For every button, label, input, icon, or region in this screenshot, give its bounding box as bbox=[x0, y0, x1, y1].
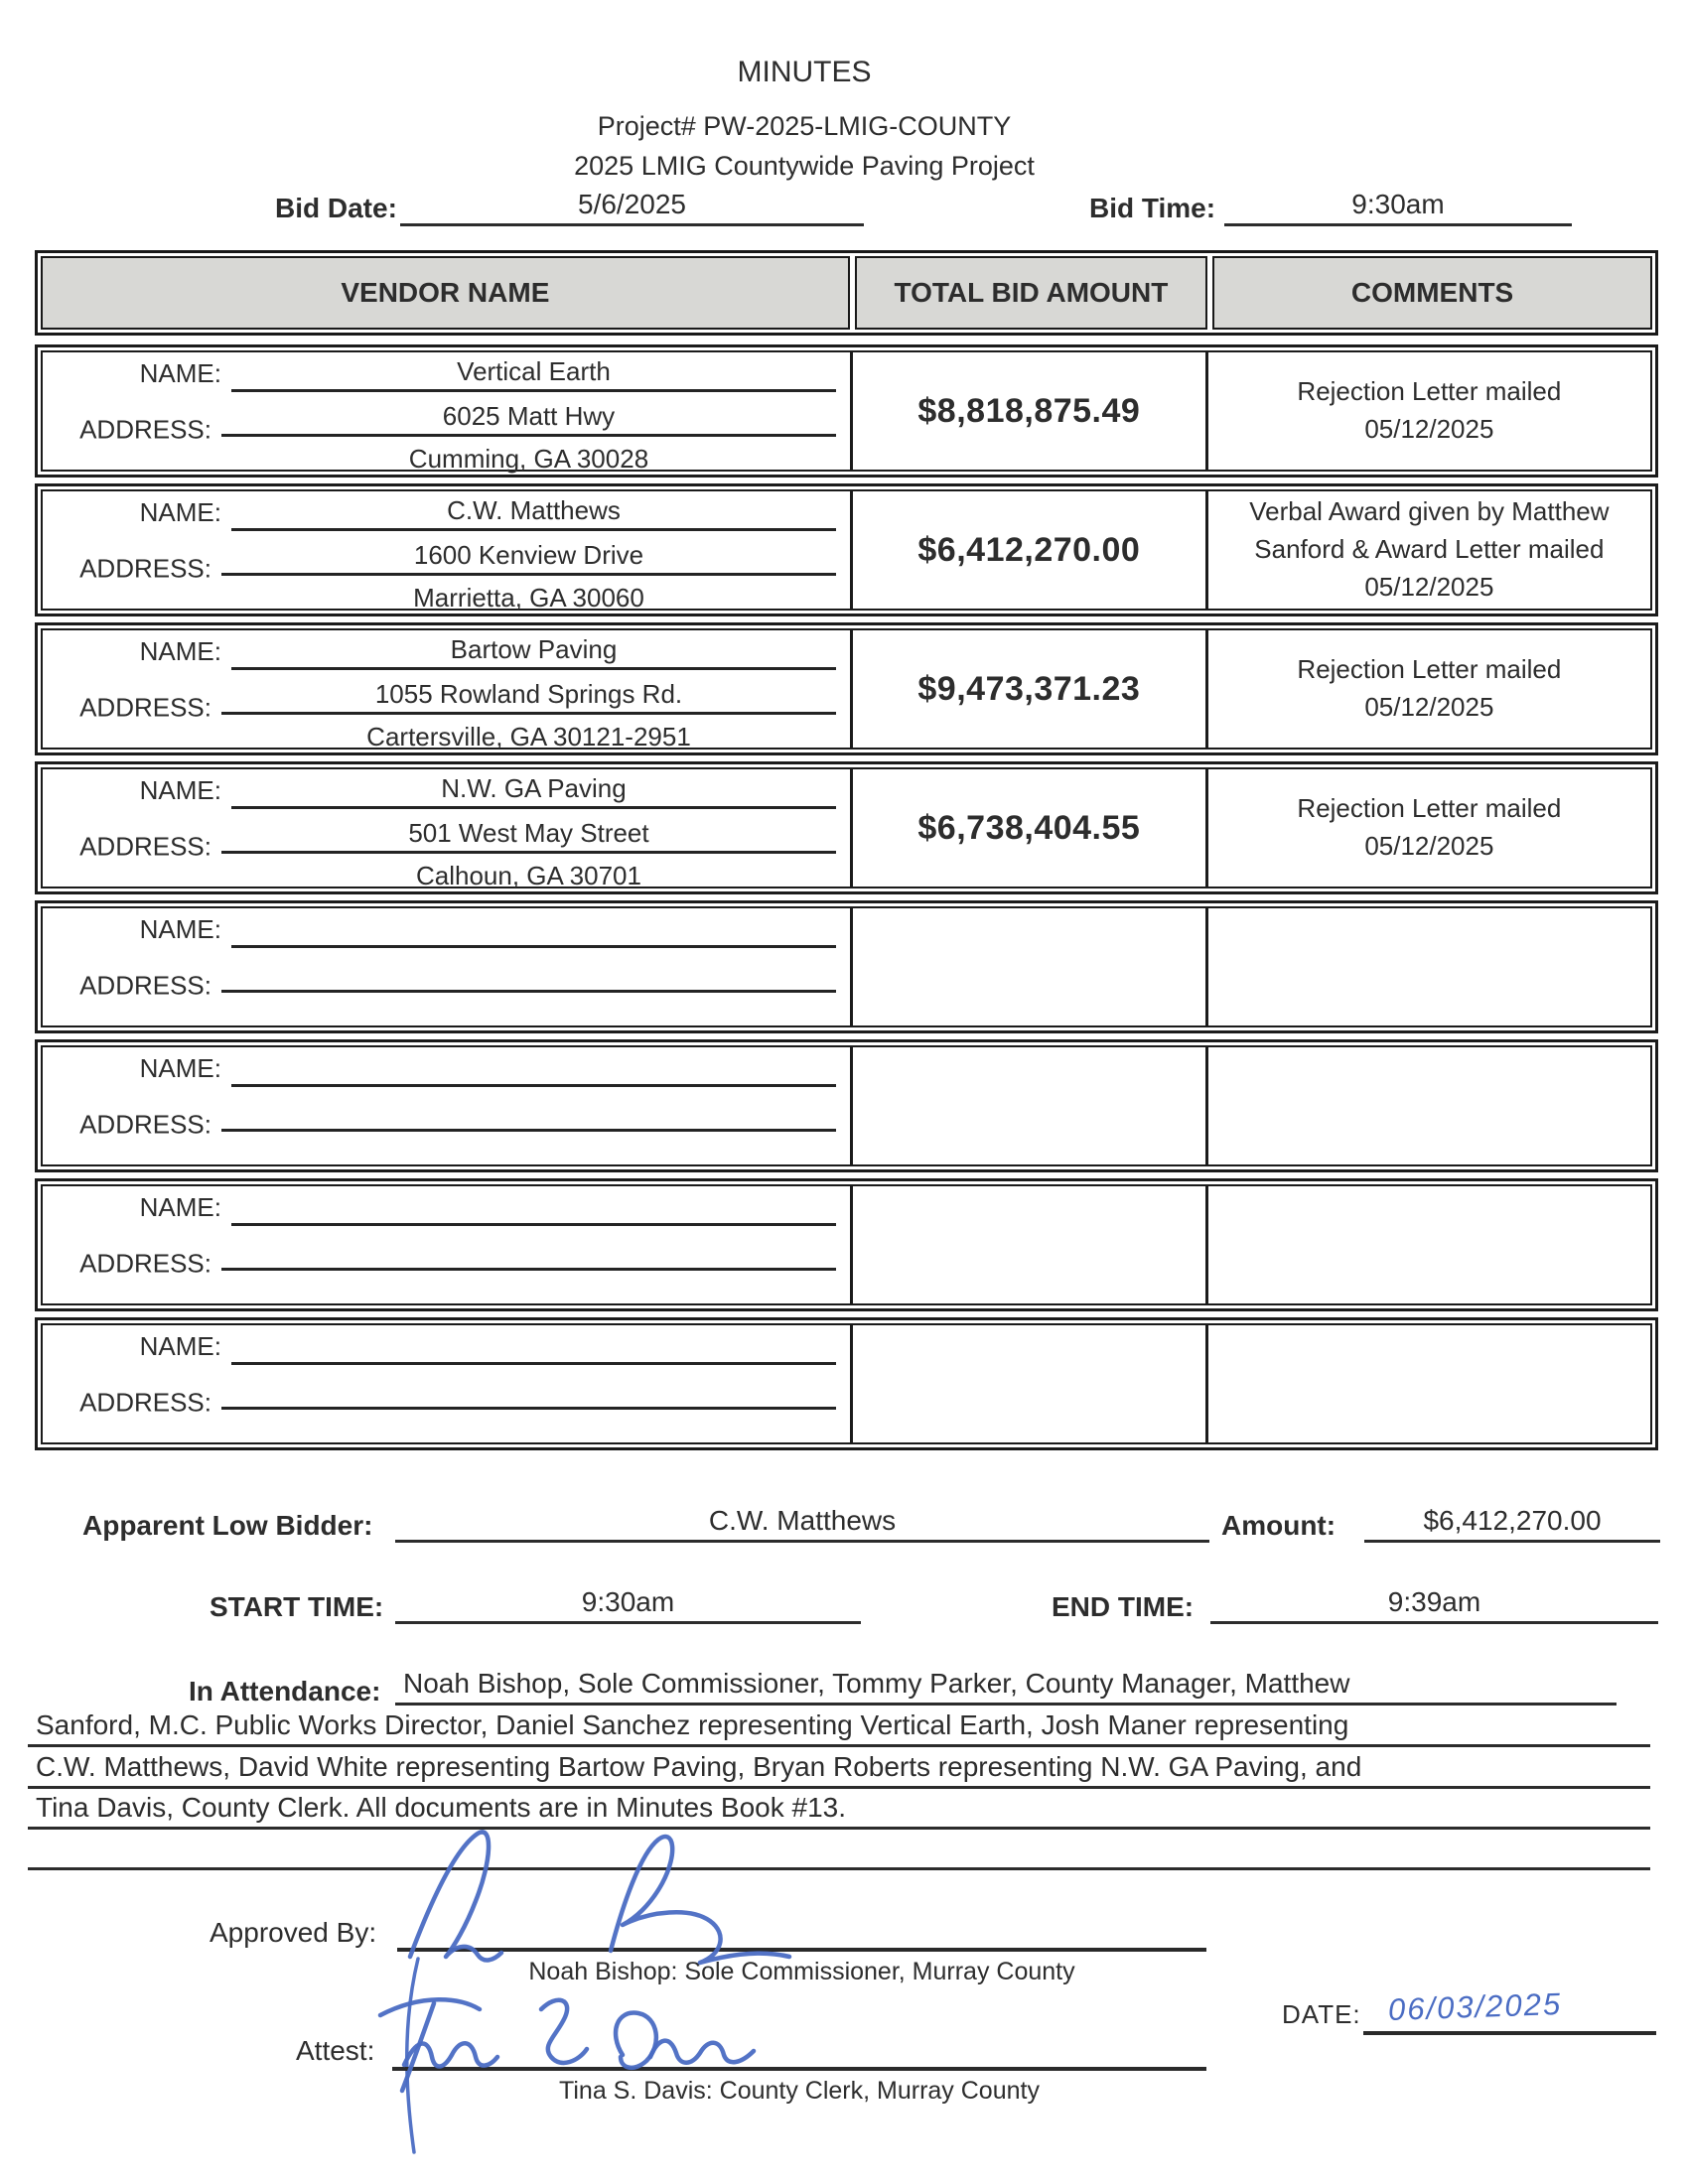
vendor-name-value: Vertical Earth bbox=[231, 354, 836, 392]
apparent-low-bidder-value: C.W. Matthews bbox=[395, 1505, 1209, 1543]
attendance-line-1: Noah Bishop, Sole Commissioner, Tommy Parker, County Manager, Matthew bbox=[395, 1670, 1617, 1706]
vendor-row bbox=[35, 483, 1658, 616]
address-label: ADDRESS: bbox=[79, 692, 211, 723]
vendor-address1-value: 6025 Matt Hwy bbox=[221, 392, 836, 437]
attendance-line-3: C.W. Matthews, David White representing Bartow Paving, Bryan Roberts representing N.W. GA Paving, and bbox=[28, 1753, 1650, 1789]
amount-value: $6,412,270.00 bbox=[1364, 1505, 1660, 1543]
vendor-row bbox=[35, 900, 1658, 1033]
vendor-row bbox=[35, 622, 1658, 755]
comments-cell bbox=[1208, 769, 1650, 887]
vendor-row bbox=[35, 1317, 1658, 1450]
bid-amount-value bbox=[853, 1186, 1208, 1303]
vendor-address2-value: Calhoun, GA 30701 bbox=[416, 861, 641, 890]
bid-amount-value bbox=[853, 1047, 1208, 1164]
vendor-address2-value bbox=[221, 1271, 836, 1312]
comments-cell bbox=[1208, 352, 1650, 470]
comment-line: 05/12/2025 bbox=[1364, 414, 1494, 444]
bid-time-label: Bid Time: bbox=[1089, 193, 1216, 223]
name-label: NAME: bbox=[139, 1052, 221, 1083]
header-comments: COMMENTS bbox=[1212, 256, 1652, 330]
project-number: Project# PW-2025-LMIG-COUNTY bbox=[597, 111, 1012, 141]
vendor-row bbox=[35, 344, 1658, 478]
vendor-cell bbox=[43, 352, 853, 474]
address-label: ADDRESS: bbox=[79, 831, 211, 862]
attest-signature-ink bbox=[352, 1974, 789, 2108]
vendor-cell bbox=[43, 1325, 853, 1442]
vendor-name-value bbox=[231, 1049, 836, 1087]
vendor-name-value: Bartow Paving bbox=[231, 632, 836, 670]
vendor-cell bbox=[43, 630, 853, 751]
vendor-cell bbox=[43, 1047, 853, 1164]
name-label: NAME: bbox=[139, 496, 221, 527]
vendor-name-value: C.W. Matthews bbox=[231, 493, 836, 531]
vendor-address2-value: Cartersville, GA 30121-2951 bbox=[366, 722, 691, 751]
vendor-row bbox=[35, 761, 1658, 894]
bid-amount-value bbox=[853, 1325, 1208, 1442]
address-label: ADDRESS: bbox=[79, 553, 211, 584]
header-total-bid-amount: TOTAL BID AMOUNT bbox=[855, 256, 1207, 330]
address-label: ADDRESS: bbox=[79, 414, 211, 445]
vendor-cell bbox=[43, 491, 853, 613]
comments-cell bbox=[1208, 1047, 1650, 1164]
name-label: NAME: bbox=[139, 1191, 221, 1222]
vendor-address1-value: 501 West May Street bbox=[221, 809, 836, 854]
address-label: ADDRESS: bbox=[79, 1248, 211, 1279]
bid-amount-value: $9,473,371.23 bbox=[853, 630, 1208, 748]
vendor-address2-value bbox=[221, 1410, 836, 1451]
approved-by-name: Noah Bishop: Sole Commissioner, Murray County bbox=[528, 1958, 1075, 1985]
vendor-name-value bbox=[231, 1327, 836, 1365]
name-label: NAME: bbox=[139, 635, 221, 666]
name-label: NAME: bbox=[139, 1330, 221, 1361]
address-label: ADDRESS: bbox=[79, 970, 211, 1001]
attendance-line-2: Sanford, M.C. Public Works Director, Daniel Sanchez representing Vertical Earth, Josh Maner representing bbox=[28, 1711, 1650, 1747]
project-name: 2025 LMIG Countywide Paving Project bbox=[574, 151, 1035, 181]
vendor-address2-value: Marrietta, GA 30060 bbox=[413, 583, 644, 613]
vendor-address1-value bbox=[221, 1365, 836, 1410]
vendor-address1-value: 1600 Kenview Drive bbox=[221, 531, 836, 576]
vendor-cell bbox=[43, 769, 853, 890]
start-time-value: 9:30am bbox=[395, 1586, 861, 1624]
comments-cell bbox=[1208, 1186, 1650, 1303]
bid-time-value: 9:30am bbox=[1224, 187, 1572, 226]
vendor-row bbox=[35, 1178, 1658, 1311]
vendor-address2-value: Cumming, GA 30028 bbox=[408, 444, 649, 474]
comment-line: Rejection Letter mailed bbox=[1297, 793, 1562, 824]
vendor-address1-value: 1055 Rowland Springs Rd. bbox=[221, 670, 836, 715]
vendor-name-value bbox=[231, 910, 836, 948]
bid-date-value: 5/6/2025 bbox=[400, 187, 864, 226]
name-label: NAME: bbox=[139, 913, 221, 944]
attest-name: Tina S. Davis: County Clerk, Murray County bbox=[559, 2077, 1040, 2105]
comment-line: 05/12/2025 bbox=[1364, 831, 1494, 861]
start-time-label: START TIME: bbox=[210, 1591, 384, 1622]
name-label: NAME: bbox=[139, 774, 221, 805]
table-header-row bbox=[35, 250, 1658, 336]
date-label: DATE: bbox=[1282, 1999, 1361, 2029]
vendor-address2-value bbox=[221, 1132, 836, 1173]
vendor-address1-value bbox=[221, 948, 836, 993]
attest-label: Attest: bbox=[296, 2035, 375, 2066]
date-value-handwritten: 06/03/2025 bbox=[1387, 1985, 1563, 2028]
vendor-cell bbox=[43, 908, 853, 1025]
bid-amount-value: $6,738,404.55 bbox=[853, 769, 1208, 887]
bid-table bbox=[35, 250, 1658, 1456]
vendor-name-value: N.W. GA Paving bbox=[231, 771, 836, 809]
bid-date-label: Bid Date: bbox=[275, 193, 397, 223]
comment-line: Sanford & Award Letter mailed bbox=[1254, 534, 1605, 565]
comments-cell bbox=[1208, 630, 1650, 748]
comment-line: Rejection Letter mailed bbox=[1297, 654, 1562, 685]
vendor-address1-value bbox=[221, 1226, 836, 1271]
attendance-line-4: Tina Davis, County Clerk. All documents are in Minutes Book #13. bbox=[28, 1794, 1650, 1830]
attendance-label: In Attendance: bbox=[189, 1676, 381, 1706]
address-label: ADDRESS: bbox=[79, 1109, 211, 1140]
comment-line: 05/12/2025 bbox=[1364, 692, 1494, 722]
header-vendor-name: VENDOR NAME bbox=[41, 256, 850, 330]
date-line bbox=[1363, 2031, 1656, 2035]
name-label: NAME: bbox=[139, 357, 221, 388]
page-title: MINUTES bbox=[737, 56, 872, 88]
comments-cell bbox=[1208, 491, 1650, 609]
vendor-name-value bbox=[231, 1188, 836, 1226]
end-time-value: 9:39am bbox=[1210, 1586, 1658, 1624]
address-label: ADDRESS: bbox=[79, 1387, 211, 1418]
approved-by-label: Approved By: bbox=[210, 1917, 377, 1948]
bid-amount-value: $8,818,875.49 bbox=[853, 352, 1208, 470]
vendor-row bbox=[35, 1039, 1658, 1172]
bid-amount-value: $6,412,270.00 bbox=[853, 491, 1208, 609]
end-time-label: END TIME: bbox=[1052, 1591, 1195, 1622]
comments-cell bbox=[1208, 1325, 1650, 1442]
vendor-cell bbox=[43, 1186, 853, 1303]
comment-line: 05/12/2025 bbox=[1364, 571, 1494, 602]
amount-label: Amount: bbox=[1221, 1510, 1336, 1541]
comment-line: Verbal Award given by Matthew bbox=[1249, 496, 1610, 527]
vendor-address1-value bbox=[221, 1087, 836, 1132]
vendor-address2-value bbox=[221, 993, 836, 1034]
apparent-low-bidder-label: Apparent Low Bidder: bbox=[82, 1510, 373, 1541]
bid-amount-value bbox=[853, 908, 1208, 1025]
comments-cell bbox=[1208, 908, 1650, 1025]
comment-line: Rejection Letter mailed bbox=[1297, 376, 1562, 407]
